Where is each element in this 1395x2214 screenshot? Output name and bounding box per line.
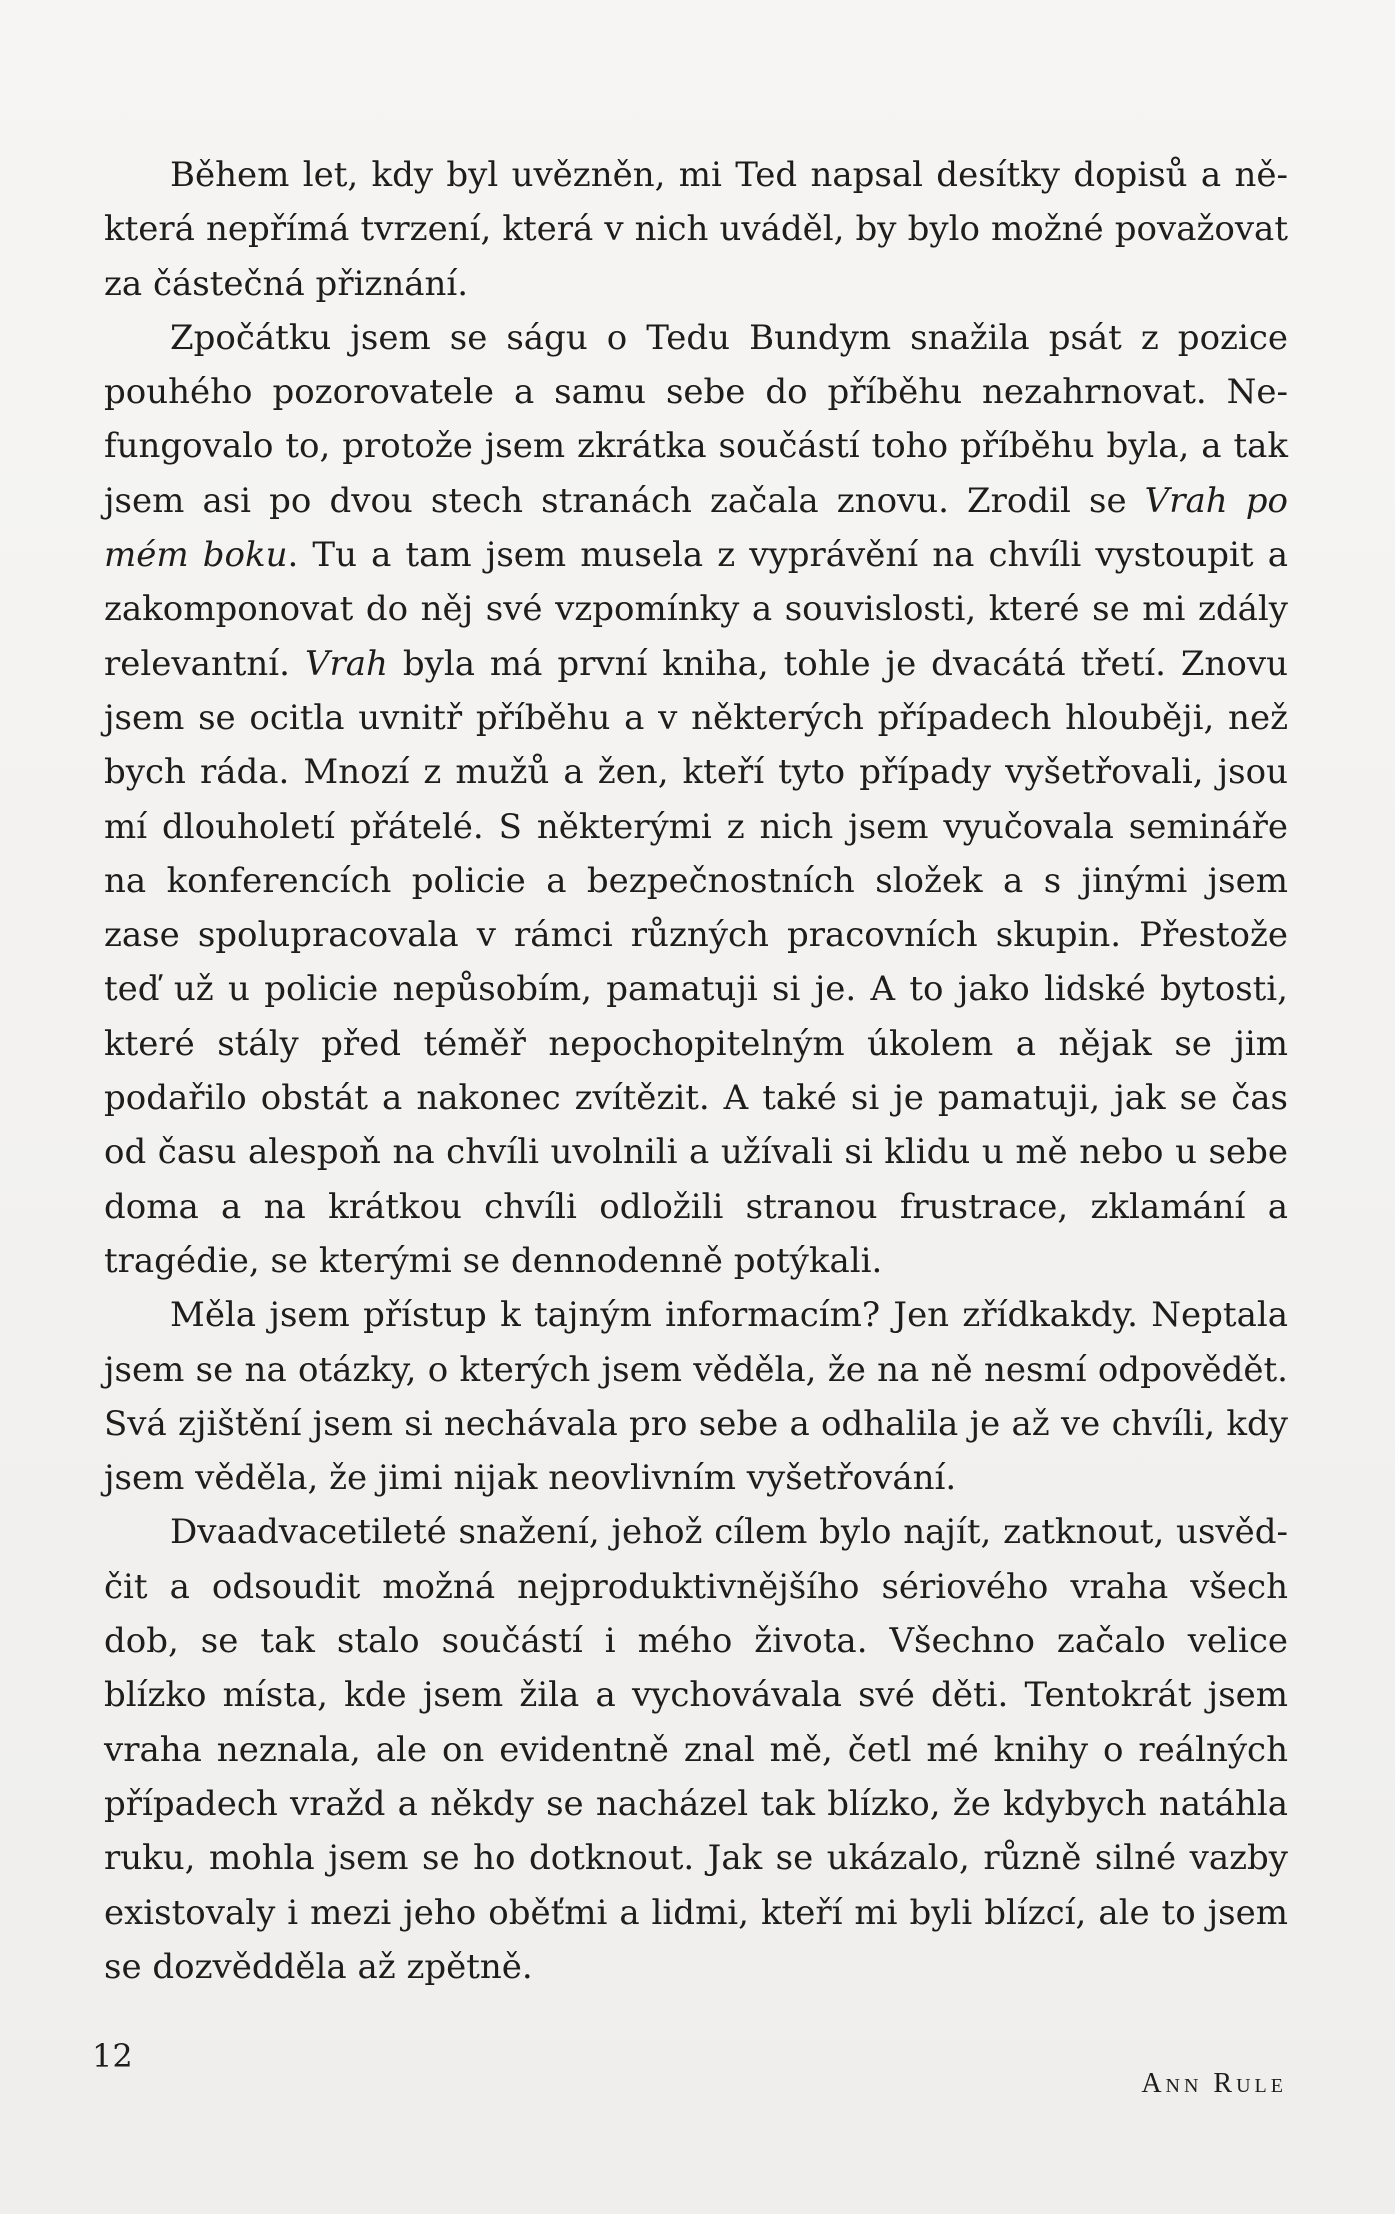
paragraph-1-text: Během let, kdy byl uvězněn, mi Ted napsal desítky dopisů a některá nepřímá tvrzení, která v nich uváděl, by bylo možné považovat za částečná přiznání. xyxy=(104,155,1288,304)
paragraph-2-text-a: Zpočátku jsem se ságu o Tedu Bundym snažila psát z pozice pouhého pozorovatele a samu sebe do příběhu nezahrnovat. Nefungovalo to, protože jsem zkrátka součástí toho příběhu byla, a tak jsem asi po dvou stech stranách začala znovu. Zrodil se xyxy=(104,317,1288,521)
book-title-italic: Vrah po mém boku xyxy=(104,480,1288,576)
paragraph-2-text-b: . Tu a tam jsem musela z vyprávění na chvíli vystoupit a zakomponovat do něj své vzpomínky a souvislosti, které se mi zdály relevantní. xyxy=(104,535,1288,684)
book-title-short-italic: Vrah xyxy=(304,643,388,684)
running-author: Ann Rule xyxy=(1141,2068,1287,2099)
paragraph-2-text-c: byla má první kniha, tohle je dvacátá třetí. Znovu jsem se ocitla uvnitř příběhu a v některých případech hlouběji, než bych ráda. Mnozí z mužů a žen, kteří tyto případy vyšetřovali, jsou mí dlouholetí přátelé. S některými z nich jsem vyučovala semináře na konferencích policie a bezpečnostních složek a s jinými jsem zase spolupracovala v rámci různých pracovních skupin. Přestože teď už u policie nepůsobím, pamatuji si je. A to jako lidské bytosti, které stály před téměř nepochopitelným úkolem a nějak se jim podařilo obstát a nakonec zvítězit. A také si je pamatuji, jak se čas od času alespoň na chvíli uvolnili a užívali si klidu u mě nebo u sebe doma a na krátkou chvíli odložili stranou frustrace, zklamání a tragédie, se kterými se dennodenně potýkali. xyxy=(104,643,1289,1281)
paragraph-3 xyxy=(104,1288,1288,1505)
paragraph-4 xyxy=(104,1505,1288,1994)
page-number: 12 xyxy=(92,2037,133,2075)
paragraph-4-text: Dvaadvacetileté snažení, jehož cílem bylo najít, zatknout, usvědčit a odsoudit možná nejproduktivnějšího sériového vraha všech dob, se tak stalo součástí i mého života. Všechno začalo velice blízko místa, kde jsem žila a vychovávala své děti. Tentokrát jsem vraha neznala, ale on evidentně znal mě, četl mé knihy o reálných případech vražd a někdy se nacházel tak blízko, že kdybych natáhla ruku, mohla jsem se ho dotknout. Jak se ukázalo, různě silné vazby existovaly i mezi jeho oběťmi a lidmi, kteří mi byli blízcí, ale to jsem se dozvědděla až zpětně. xyxy=(104,1512,1288,1987)
paragraph-1 xyxy=(104,148,1288,311)
paragraph-3-text: Měla jsem přístup k tajným informacím? Jen zřídkakdy. Neptala jsem se na otázky, o kterých jsem věděla, že na ně nesmí odpovědět. Svá zjištění jsem si nechávala pro sebe a odhalila je až ve chvíli, kdy jsem věděla, že jimi nijak neovlivním vyšetřování. xyxy=(104,1295,1288,1499)
body-text xyxy=(104,148,1288,1994)
paragraph-2 xyxy=(104,311,1288,1288)
